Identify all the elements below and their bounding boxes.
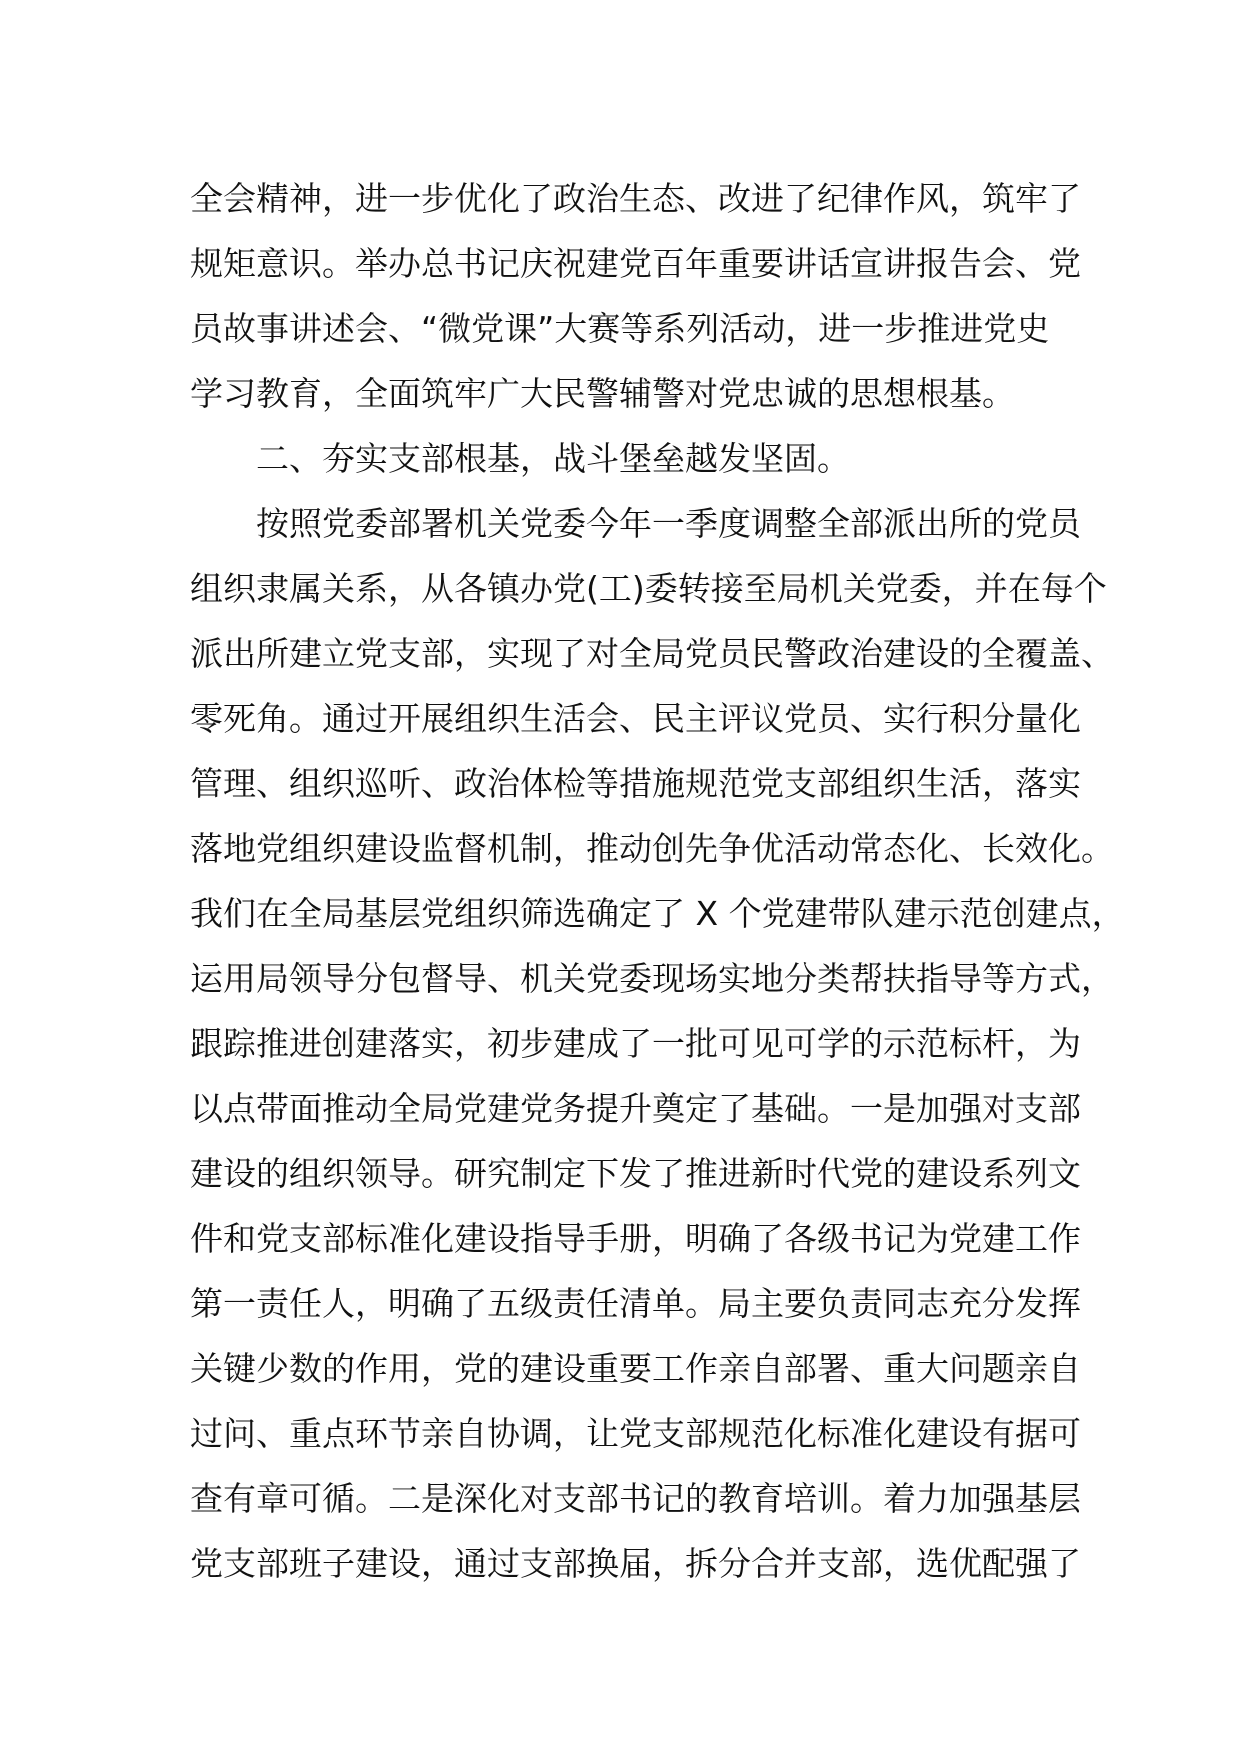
- text-line: 零死角。通过开展组织生活会、民主评议党员、实行积分量化: [190, 699, 1081, 738]
- text-line: 全会精神，进一步优化了政治生态、改进了纪律作风，筑牢了: [190, 179, 1081, 218]
- text-line: 建设的组织领导。研究制定下发了推进新时代党的建设系列文: [190, 1154, 1081, 1193]
- text-line: 第一责任人，明确了五级责任清单。局主要负责同志充分发挥: [190, 1284, 1081, 1323]
- text-line: 跟踪推进创建落实，初步建成了一批可见可学的示范标杆，为: [190, 1024, 1081, 1063]
- text-line: 落地党组织建设监督机制，推动创先争优活动常态化、长效化。: [190, 829, 1114, 868]
- text-line: 员故事讲述会、“微党课”大赛等系列活动，进一步推进党史: [190, 309, 1050, 348]
- text-line: 以点带面推动全局党建党务提升奠定了基础。一是加强对支部: [190, 1089, 1081, 1128]
- text-line: 关键少数的作用，党的建设重要工作亲自部署、重大问题亲自: [190, 1349, 1081, 1388]
- text-line: 管理、组织巡听、政治体检等措施规范党支部组织生活，落实: [190, 764, 1081, 803]
- text-line: 派出所建立党支部，实现了对全局党员民警政治建设的全覆盖、: [190, 634, 1114, 673]
- text-line: 学习教育，全面筑牢广大民警辅警对党忠诚的思想根基。: [190, 374, 1015, 413]
- text-line: 件和党支部标准化建设指导手册，明确了各级书记为党建工作: [190, 1219, 1081, 1258]
- text-line: 组织隶属关系，从各镇办党(工)委转接至局机关党委，并在每个: [190, 569, 1107, 608]
- text-line: 我们在全局基层党组织筛选确定了 X 个党建带队建示范创建点，: [190, 894, 1125, 933]
- body-text: [190, 166, 1125, 1596]
- text-line: 党支部班子建设，通过支部换届，拆分合并支部，选优配强了: [190, 1544, 1081, 1583]
- text-line: 规矩意识。举办总书记庆祝建党百年重要讲话宣讲报告会、党: [190, 244, 1081, 283]
- text-line: 运用局领导分包督导、机关党委现场实地分类帮扶指导等方式，: [190, 959, 1114, 998]
- text-line: 查有章可循。二是深化对支部书记的教育培训。着力加强基层: [190, 1479, 1081, 1518]
- paragraph-first-line: 按照党委部署机关党委今年一季度调整全部派出所的党员: [256, 504, 1081, 543]
- text-line: 过问、重点环节亲自协调，让党支部规范化标准化建设有据可: [190, 1414, 1081, 1453]
- section-heading: 二、夯实支部根基，战斗堡垒越发坚固。: [256, 439, 850, 478]
